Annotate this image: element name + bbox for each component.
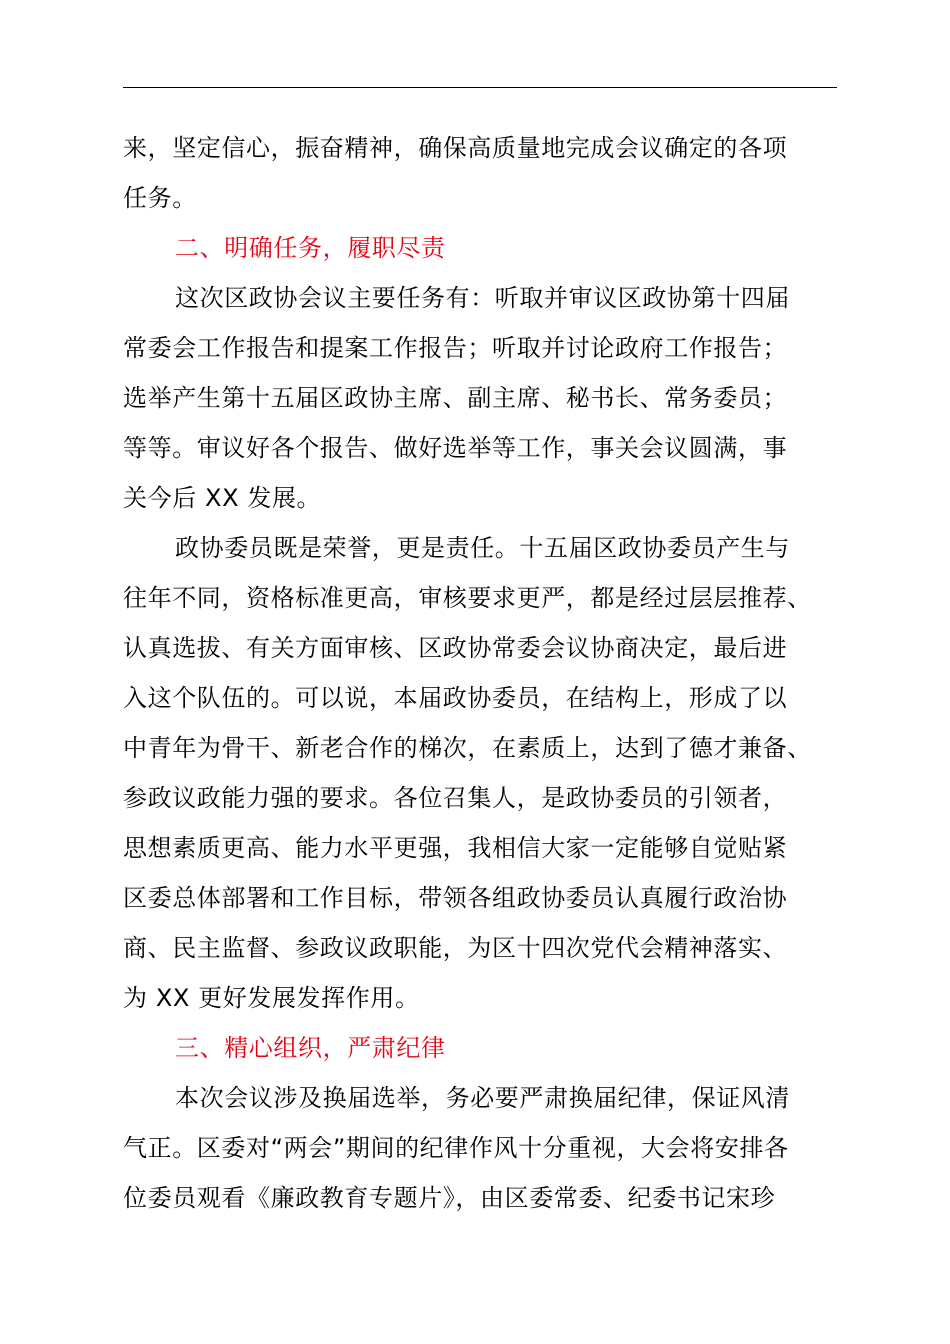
paragraph-line: 政协委员既是荣誉，更是责任。十五届区政协委员产生与 — [175, 534, 790, 562]
paragraph-line: 思想素质更高、能力水平更强，我相信大家一定能够自觉贴紧 — [123, 834, 788, 862]
paragraph-line: 等等。审议好各个报告、做好选举等工作，事关会议圆满，事 — [123, 434, 788, 462]
paragraph-line: 任务。 — [123, 184, 197, 212]
paragraph-line: 常委会工作报告和提案工作报告；听取并讨论政府工作报告； — [123, 334, 788, 362]
paragraph-line: 商、民主监督、参政议政职能，为区十四次党代会精神落实、 — [123, 934, 788, 962]
paragraph-line: 来，坚定信心，振奋精神，确保高质量地完成会议确定的各项 — [123, 134, 788, 162]
document-body — [123, 123, 843, 1223]
header-rule — [123, 87, 837, 88]
paragraph-line: 本次会议涉及换届选举，务必要严肃换届纪律，保证风清 — [175, 1084, 790, 1112]
paragraph-line: 入这个队伍的。可以说，本届政协委员，在结构上，形成了以 — [123, 684, 788, 712]
section-heading-3: 三、精心组织，严肃纪律 — [175, 1034, 446, 1062]
paragraph-line: 为 XX 更好发展发挥作用。 — [123, 984, 420, 1012]
paragraph-line: 参政议政能力强的要求。各位召集人，是政协委员的引领者， — [123, 784, 788, 812]
paragraph-line: 中青年为骨干、新老合作的梯次，在素质上，达到了德才兼备、 — [123, 734, 812, 762]
paragraph-line: 这次区政协会议主要任务有：听取并审议区政协第十四届 — [175, 284, 790, 312]
paragraph-line: 气正。区委对“两会”期间的纪律作风十分重视，大会将安排各 — [123, 1134, 789, 1162]
paragraph-line: 认真选拔、有关方面审核、区政协常委会议协商决定，最后进 — [123, 634, 788, 662]
paragraph-line: 往年不同，资格标准更高，审核要求更严，都是经过层层推荐、 — [123, 584, 812, 612]
paragraph-line: 选举产生第十五届区政协主席、副主席、秘书长、常务委员； — [123, 384, 788, 412]
paragraph-line: 位委员观看《廉政教育专题片》，由区委常委、纪委书记宋珍 — [123, 1184, 776, 1212]
section-heading-2: 二、明确任务，履职尽责 — [175, 234, 446, 262]
paragraph-line: 区委总体部署和工作目标，带领各组政协委员认真履行政治协 — [123, 884, 788, 912]
paragraph-line: 关今后 XX 发展。 — [123, 484, 322, 512]
